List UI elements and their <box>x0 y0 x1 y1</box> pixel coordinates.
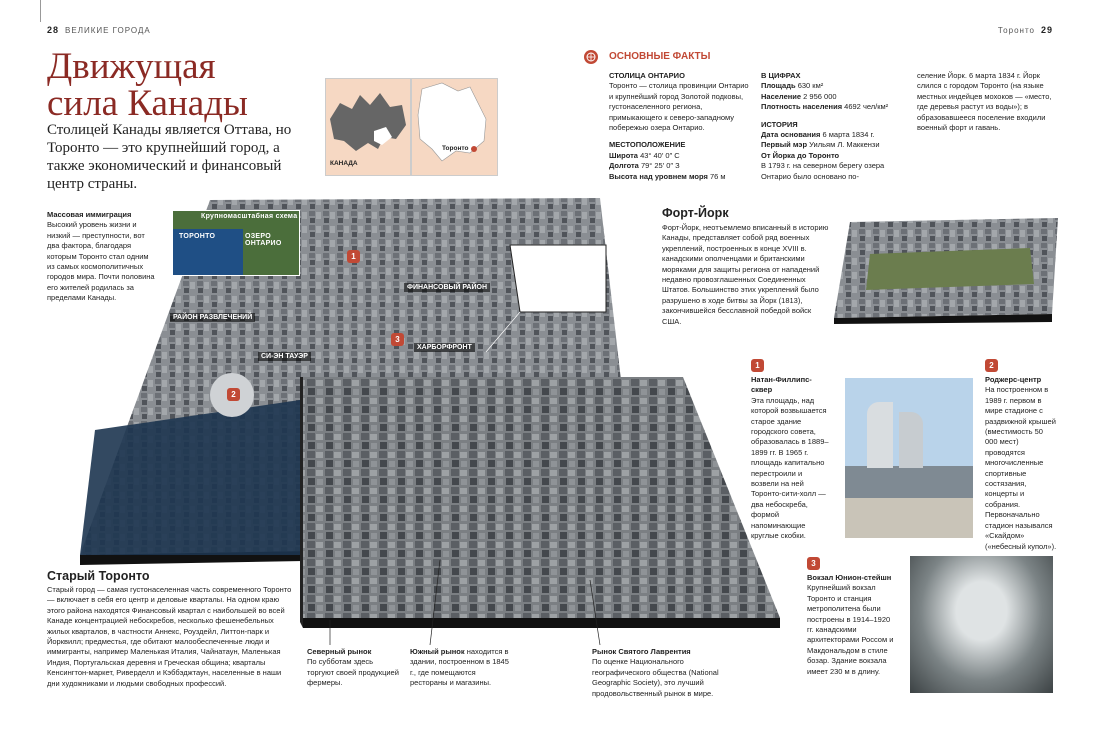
fort-york-title: Форт-Йорк <box>662 206 729 220</box>
founded-value: 6 марта 1834 г. <box>822 130 875 140</box>
city-hall-tower-left <box>867 402 893 468</box>
city-hall-tower-right <box>899 412 923 468</box>
capital-text: Торонто — столица провинции Онтарио и крупнейший город Золотой подковы, густонаселенного региона, примыкающего к северо-западному побережью озера Онтарио. <box>609 81 749 133</box>
union-station-photo <box>910 556 1053 693</box>
immigration-title: Массовая иммиграция <box>47 210 132 219</box>
north-market-text: По субботам здесь торгуют своей продукцией фермеры. <box>307 657 399 688</box>
pop-label: Население <box>761 91 802 101</box>
left-section-title: ВЕЛИКИЕ ГОРОДА <box>65 26 151 35</box>
capital-title: СТОЛИЦА ОНТАРИО <box>609 71 685 80</box>
facts-heading: ОСНОВНЫЕ ФАКТЫ <box>609 51 711 62</box>
immigration-block <box>47 210 155 304</box>
old-toronto-slab-side <box>300 377 303 628</box>
york-title: От Йорка до Торонто <box>761 150 840 160</box>
mayor-label: Первый мэр <box>761 140 808 150</box>
inset-toronto-label: ТОРОНТО <box>179 233 216 240</box>
marker-1: 1 <box>347 250 360 263</box>
york-text-1: В 1793 г. на северном берегу озера Онтарио было основано по- <box>761 161 885 181</box>
map-cutout <box>510 245 606 312</box>
pop-value: 2 956 000 <box>803 91 837 101</box>
harbourfront-label: ХАРБОРФРОНТ <box>414 343 475 352</box>
rogers-block <box>985 375 1057 552</box>
nathan-badge: 1 <box>751 359 764 372</box>
st-lawrence-block <box>592 647 724 699</box>
nathan-text: Эта площадь, над которой возвышается старое здание городского совета, образовалась в 1889–1899 гг. В 1965 г. площадь капитально перестроили и возвели на ней Торонто-сити-холл — два небоскреба, формой напоминающие круглые скобки. <box>751 395 829 541</box>
inset-map <box>172 210 300 276</box>
union-text: Крупнейший вокзал Торонто и станция метрополитена были построены в 1914–1920 гг. канадскими архитекторами Россом и Макдональдом в стиле бозар. Здание вокзала имеет 230 м в длину. <box>807 583 894 676</box>
lead-paragraph: Столицей Канады является Оттава, но Торонто — это крупнейший город, а также экономический и финансовый центр страны. <box>47 122 292 192</box>
right-section-title: Торонто <box>997 26 1035 35</box>
union-badge: 3 <box>807 557 820 570</box>
immigration-text: Высокий уровень жизни и низкий — преступности, вот два фактора, благодаря которым Торонто стал одним из самых космополитичных городов мира. Почти половина его жителей родилась за пределами Канады. <box>47 220 155 303</box>
south-market-title: Южный рынок <box>410 647 465 656</box>
union-block <box>807 573 897 677</box>
lon-value: 79° 25′ 0″ З <box>640 161 680 171</box>
old-toronto-text: Старый город — самая густонаселенная часть современного Торонто — включает в себя его центр и деловые кварталы. На одном краю этого района находятся Финансовый квартал с наибольшей во всей Канаде концентрацией небоскребов, несколько фешенебельных жилых кварталов, в частности Аннекс, Роуздейл, Литтон-парк и Йорквилл; предместья, где обитают малообеспеченные люди и иммигранты, например Маленькая Италия, Чайнатаун, Маленькая Индия, Португальская деревня и Греческая община; кварталы Кенсингтон-маркет, Риверделл и Кэббэджтаун, населенные в наши дни художниками и людьми свободных профессий. <box>47 585 292 688</box>
marker-2: 2 <box>227 388 240 401</box>
location-title: МЕСТОПОЛОЖЕНИЕ <box>609 140 686 150</box>
marker-3: 3 <box>391 333 404 346</box>
fort-york-text: Форт-Йорк, неотъемлемо вписанный в историю Канады, представляет собой ряд военных укреплений, построенных в конце XVIII в. канадскими ополченцами и британскими моряками для защиты региона от нападений недавно провозглашенных Соединенных Штатов. Большинство этих укреплений было разрушено в ходе битвы за Йорк (1813), закончившейся бесславной победой войск США. <box>662 223 829 326</box>
north-market-title: Северный рынок <box>307 647 372 656</box>
alt-value: 76 м <box>709 171 726 181</box>
st-lawrence-title: Рынок Святого Лаврентия <box>592 647 691 656</box>
financial-district-label: ФИНАНСОВЫЙ РАЙОН <box>404 283 490 292</box>
density-label: Плотность населения <box>761 102 843 112</box>
north-market-block <box>307 647 402 689</box>
toronto-locator-label: Торонто <box>442 145 469 152</box>
left-page-number: 28 <box>47 25 60 35</box>
history-title: ИСТОРИЯ <box>761 119 798 129</box>
cn-tower-label: СИ-ЭН ТАУЭР <box>258 352 311 361</box>
canada-label: КАНАДА <box>330 160 358 167</box>
south-market-text: находится в здании, построенном в 1845 г., где помещаются рестораны и магазины. <box>410 647 509 688</box>
lake-ontario-water <box>80 400 300 555</box>
lon-label: Долгота <box>609 161 639 171</box>
fort-york-aerial <box>830 214 1060 324</box>
inset-title: Крупномасштабная схема <box>201 213 298 220</box>
south-market-block <box>410 647 510 689</box>
entertainment-district-label: РАЙОН РАЗВЛЕЧЕНИЙ <box>170 313 255 322</box>
area-label: Площадь <box>761 81 796 91</box>
alt-label: Высота над уровнем моря <box>609 171 708 181</box>
union-title: Вокзал Юнион-стейшн <box>807 573 892 582</box>
rogers-badge: 2 <box>985 359 998 372</box>
title-line-1: Движущая <box>47 46 216 87</box>
mayor-value: Уильям Л. Маккензи <box>809 140 880 150</box>
facts-col-3: селение Йорк. 6 марта 1834 г. Йорк слился с городом Торонто (на языке местных индейцев мохоков — «место, где деревья растут из воды»); в образовавшееся поселение входили военный форт и гавань. <box>917 71 1052 133</box>
numbers-title: В ЦИФРАХ <box>761 71 801 80</box>
right-page-number: 29 <box>1040 25 1053 35</box>
founded-label: Дата основания <box>761 130 821 140</box>
old-toronto-title: Старый Торонто <box>47 569 150 583</box>
nathan-title: Натан-Филлипс-сквер <box>751 375 812 395</box>
density-value: 4692 чел/км² <box>844 102 889 112</box>
title-line-2: сила Канады <box>47 83 248 124</box>
fort-york-grounds <box>866 248 1034 290</box>
lat-value: 43° 40′ 0″ С <box>640 150 680 160</box>
inset-lake-label: ОЗЕРО ОНТАРИО <box>245 233 282 247</box>
rogers-text: На построенном в 1989 г. первом в мире стадионе с раздвижной крышей (вместимость 50 000 мест) проводятся многочисленные спортивные состязания, концерты и собрания. Первоначально стадион назывался «Скайдом» («небесный купол»). <box>985 385 1057 551</box>
rogers-title: Роджерс-центр <box>985 375 1042 384</box>
nathan-block <box>751 375 829 542</box>
nathan-phillips-photo <box>845 378 973 538</box>
lat-label: Широта <box>609 150 638 160</box>
old-toronto-slab <box>303 377 780 618</box>
old-toronto-slab-edge <box>303 618 780 628</box>
area-value: 630 км² <box>797 81 824 91</box>
st-lawrence-text: По оценке Национального географического общества (National Geographic Society), это лучший продовольственный рынок в мире. <box>592 657 719 698</box>
